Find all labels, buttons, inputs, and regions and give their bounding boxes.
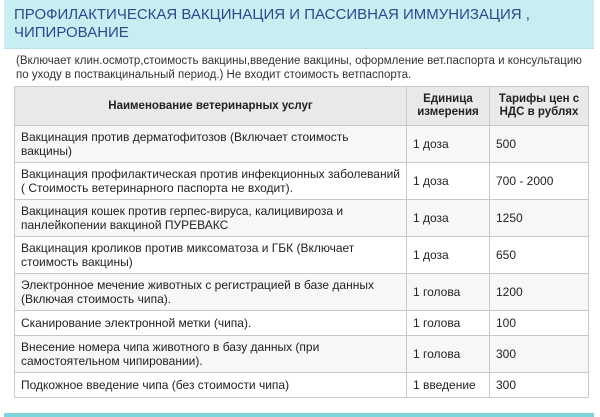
- service-unit: 1 доза: [407, 163, 490, 200]
- service-price: 300: [490, 373, 589, 398]
- service-name: Электронное мечение животных с регистрацией в базе данных (Включая стоимость чипа).: [15, 274, 407, 311]
- table-row: [15, 237, 589, 274]
- services-table: [14, 86, 589, 398]
- service-price: 100: [490, 311, 589, 336]
- table-header-row: [15, 87, 589, 126]
- table-row: [15, 274, 589, 311]
- service-unit: 1 голова: [407, 311, 490, 336]
- service-price: 1200: [490, 274, 589, 311]
- service-price: 1250: [490, 200, 589, 237]
- header-service-name: Наименование ветеринарных услуг: [15, 87, 407, 126]
- service-unit: 1 доза: [407, 237, 490, 274]
- price-list-panel: [4, 0, 594, 417]
- service-price: 650: [490, 237, 589, 274]
- service-unit: 1 введение: [407, 373, 490, 398]
- table-row: [15, 200, 589, 237]
- section-note: (Включает клин.осмотр,стоимость вакцины,введение вакцины, оформление вет.паспорта и консультацию по уходу в поствакцинальный период.) Не входит стоимость ветпаспорта.: [16, 55, 582, 81]
- table-row: [15, 311, 589, 336]
- table-row: [15, 163, 589, 200]
- section-title: ПРОФИЛАКТИЧЕСКАЯ ВАКЦИНАЦИЯ И ПАССИВНАЯ ИММУНИЗАЦИЯ , ЧИПИРОВАНИЕ: [4, 0, 594, 49]
- service-name: Вакцинация против дерматофитозов (Включает стоимость вакцины): [15, 126, 407, 163]
- bottom-accent-strip: [4, 413, 594, 417]
- service-name: Подкожное введение чипа (без стоимости чипа): [15, 373, 407, 398]
- service-name: Вакцинация кроликов против миксоматоза и ГБК (Включает стоимость вакцины): [15, 237, 407, 274]
- table-row: [15, 126, 589, 163]
- service-unit: 1 голова: [407, 274, 490, 311]
- service-name: Внесение номера чипа животного в базу данных (при самостоятельном чипировании).: [15, 336, 407, 373]
- service-price: 300: [490, 336, 589, 373]
- table-row: [15, 373, 589, 398]
- service-unit: 1 доза: [407, 126, 490, 163]
- service-name: Вакцинация профилактическая против инфекционных заболеваний ( Стоимость ветеринарного паспорта не входит).: [15, 163, 407, 200]
- service-unit: 1 доза: [407, 200, 490, 237]
- service-price: 700 - 2000: [490, 163, 589, 200]
- header-price: Тарифы цен с НДС в рублях: [490, 87, 589, 126]
- service-name: Вакцинация кошек против герпес-вируса, калицивироза и панлейкопении вакциной ПУРЕВАКС: [15, 200, 407, 237]
- service-price: 500: [490, 126, 589, 163]
- service-name: Сканирование электронной метки (чипа).: [15, 311, 407, 336]
- table-row: [15, 336, 589, 373]
- service-unit: 1 голова: [407, 336, 490, 373]
- header-unit: Единица измерения: [407, 87, 490, 126]
